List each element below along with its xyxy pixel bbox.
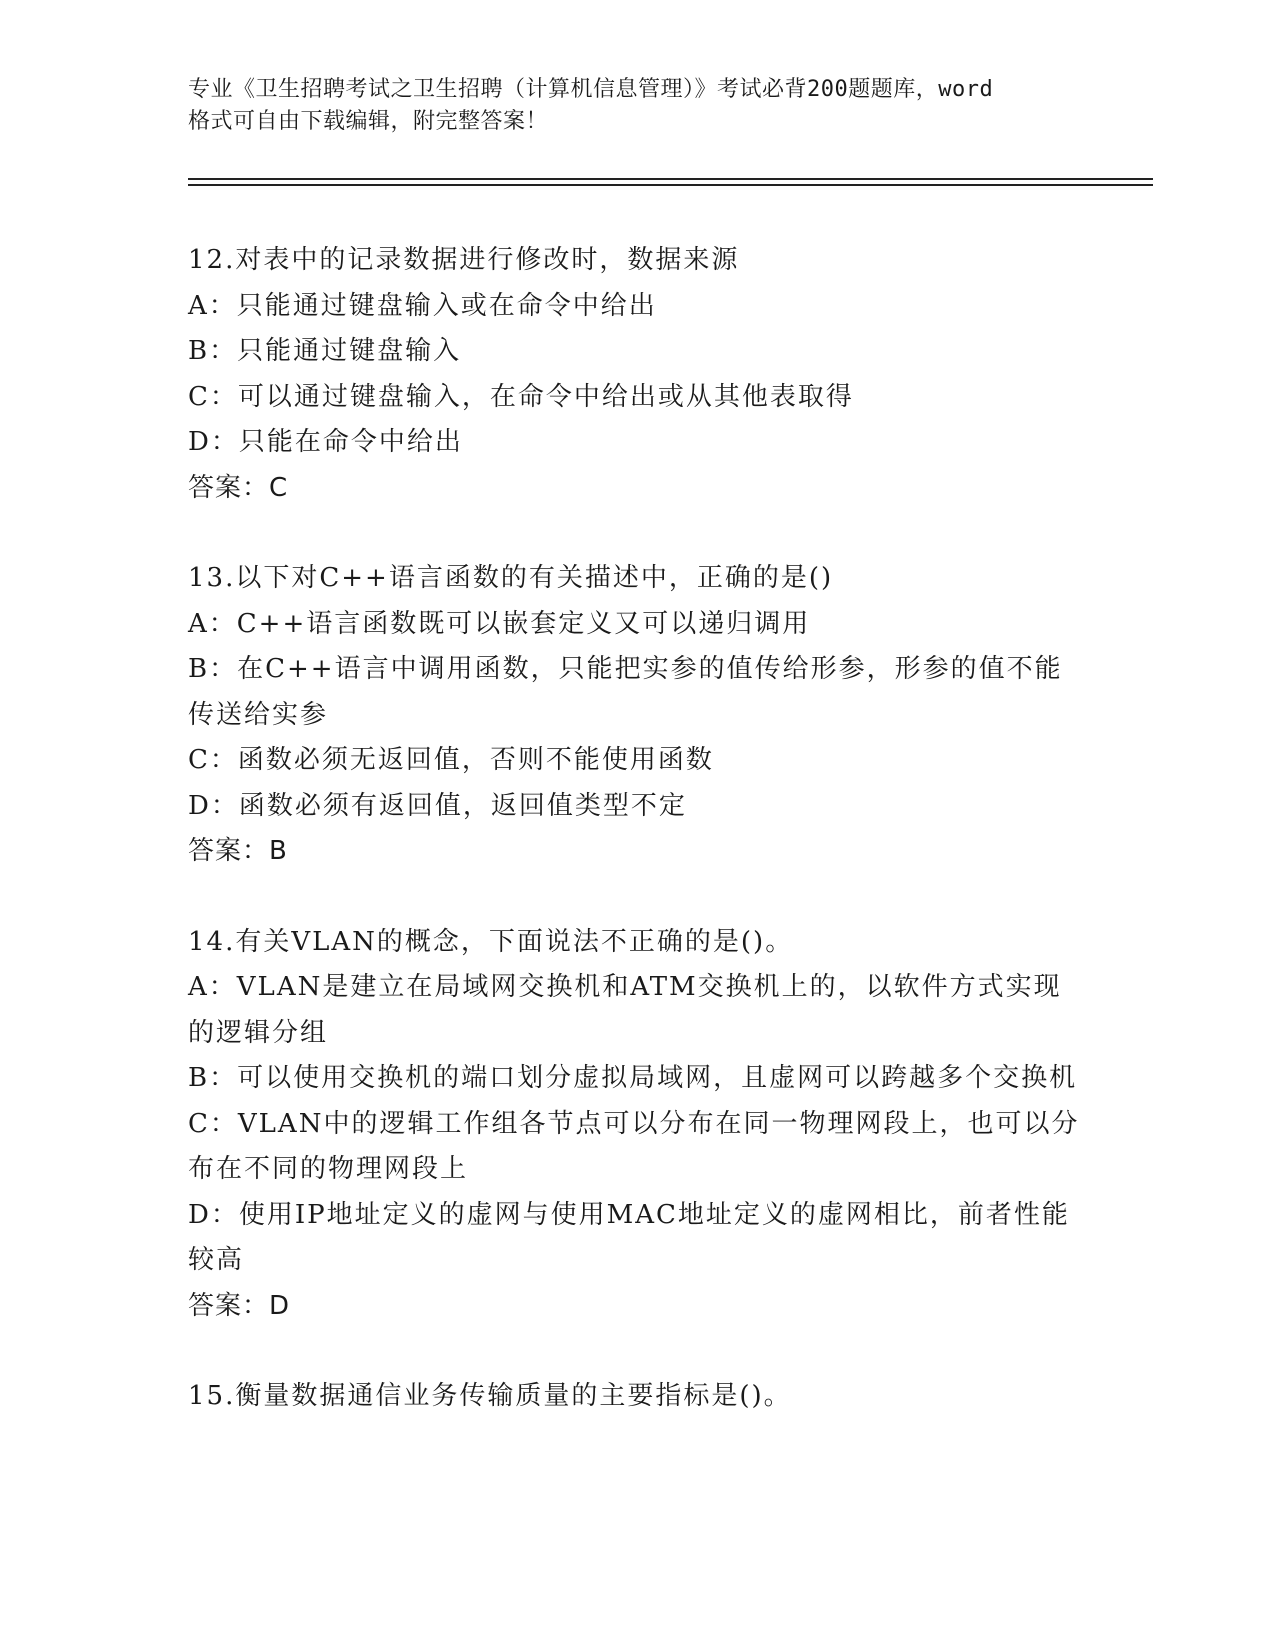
question-12 — [188, 238, 1088, 511]
option-a: A：VLAN是建立在局域网交换机和ATM交换机上的，以软件方式实现的逻辑分组 — [188, 972, 1062, 1048]
question-14 — [188, 920, 1088, 1330]
answer-line: 答案：C — [188, 472, 289, 503]
question-13 — [188, 556, 1088, 875]
document-header — [188, 74, 1088, 138]
header-line-1: 专业《卫生招聘考试之卫生招聘（计算机信息管理）》考试必背200题题库，word — [188, 77, 994, 102]
option-b: B：只能通过键盘输入 — [188, 336, 462, 366]
question-stem: 12.对表中的记录数据进行修改时，数据来源 — [188, 245, 740, 275]
option-a: A：只能通过键盘输入或在命令中给出 — [188, 290, 657, 321]
question-stem: 13.以下对C++语言函数的有关描述中，正确的是() — [188, 563, 834, 593]
option-b: B：可以使用交换机的端口划分虚拟局域网，且虚网可以跨越多个交换机 — [188, 1063, 1078, 1093]
question-15 — [188, 1374, 1088, 1420]
answer-line: 答案：B — [188, 836, 288, 866]
header-divider-top — [188, 178, 1153, 180]
option-c: C：VLAN中的逻辑工作组各节点可以分布在同一物理网段上，也可以分布在不同的物理网段上 — [188, 1108, 1080, 1184]
header-line-2: 格式可自由下载编辑，附完整答案！ — [188, 109, 549, 134]
option-c: C：函数必须无返回值，否则不能使用函数 — [188, 745, 714, 775]
question-list — [188, 238, 1088, 1465]
option-d: D：使用IP地址定义的虚网与使用MAC地址定义的虚网相比，前者性能较高 — [188, 1199, 1070, 1275]
answer-line: 答案：D — [188, 1290, 291, 1321]
option-d: D：函数必须有返回值，返回值类型不定 — [188, 790, 687, 821]
question-stem: 14.有关VLAN的概念，下面说法不正确的是()。 — [188, 926, 794, 957]
question-stem: 15.衡量数据通信业务传输质量的主要指标是()。 — [188, 1381, 792, 1411]
option-c: C：可以通过键盘输入，在命令中给出或从其他表取得 — [188, 381, 854, 412]
option-b: B：在C++语言中调用函数，只能把实参的值传给形参，形参的值不能传送给实参 — [188, 654, 1063, 730]
option-d: D：只能在命令中给出 — [188, 427, 463, 457]
header-divider-bottom — [188, 184, 1153, 186]
option-a: A：C++语言函数既可以嵌套定义又可以递归调用 — [188, 608, 811, 639]
